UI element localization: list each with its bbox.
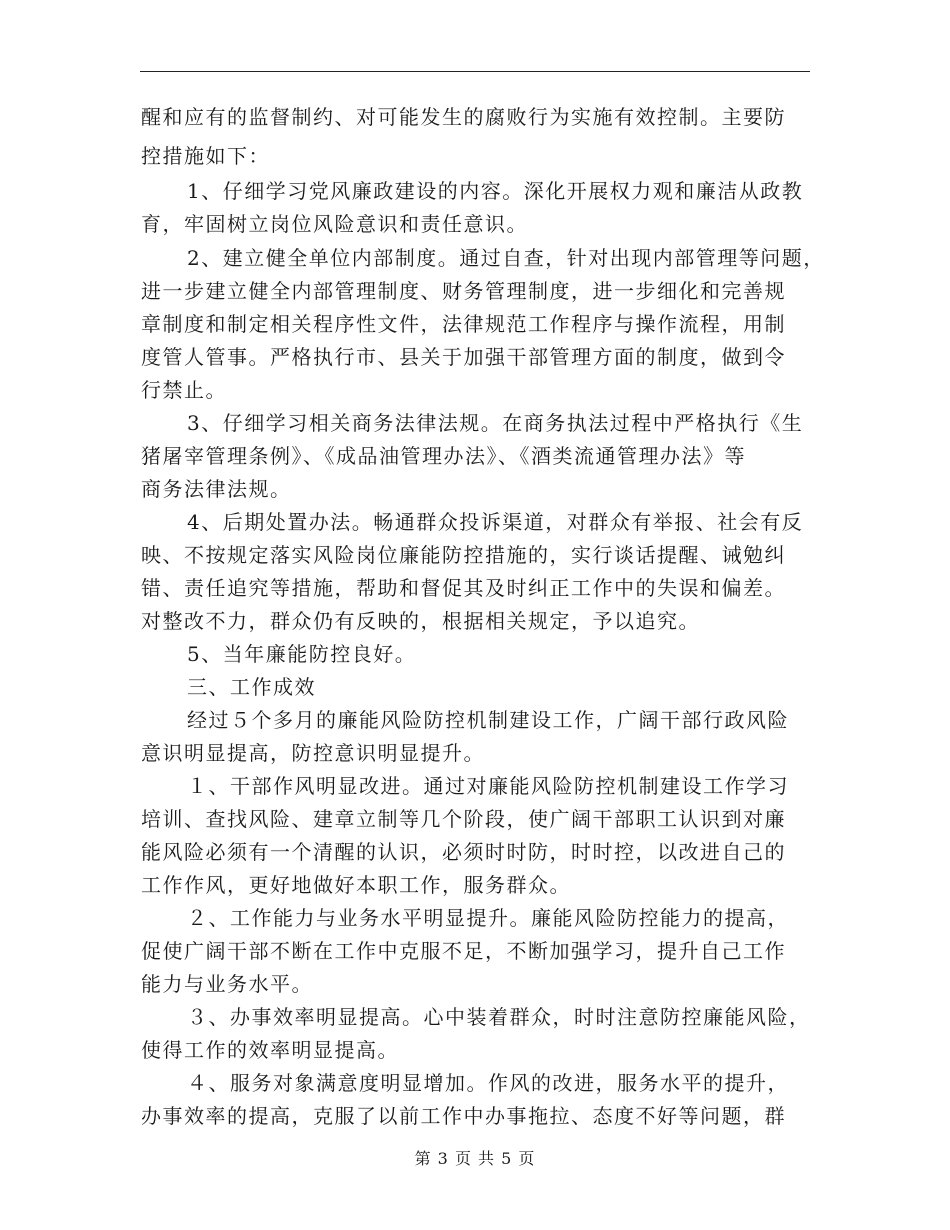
- text-line: 醒和应有的监督制约、对可能发生的腐败行为实施有效控制。主要防: [141, 105, 786, 129]
- text-line: ２、工作能力与业务水平明显提升。廉能风险防控能力的提高，: [187, 906, 789, 930]
- text-line: 3、仔细学习相关商务法律法规。在商务执法过程中严格执行《生: [187, 411, 804, 435]
- text-line: 意识明显提高，防控意识明显提升。: [141, 741, 485, 765]
- text-line: 能力与业务水平。: [141, 972, 313, 996]
- text-line: 促使广阔干部不断在工作中克服不足，不断加强学习，提升自己工作: [141, 939, 786, 963]
- text-line: ４、服务对象满意度明显增加。作风的改进，服务水平的提升，: [187, 1071, 789, 1095]
- header-rule: [140, 71, 810, 72]
- text-line: 办事效率的提高，克服了以前工作中办事拖拉、态度不好等问题，群: [141, 1104, 786, 1128]
- text-line: 经过５个多月的廉能风险防控机制建设工作，广阔干部行政风险: [187, 708, 789, 732]
- text-line: 映、不按规定落实风险岗位廉能防控措施的，实行谈话提醒、诫勉纠: [141, 543, 786, 567]
- text-line: 错、责任追究等措施，帮助和督促其及时纠正工作中的失误和偏差。: [141, 576, 786, 600]
- text-line: 4、后期处置办法。畅通群众投诉渠道，对群众有举报、社会有反: [187, 510, 804, 534]
- text-line: 能风险必须有一个清醒的认识，必须时时防，时时控，以改进自己的: [141, 840, 786, 864]
- text-line: ３、办事效率明显提高。心中装着群众，时时注意防控廉能风险，: [187, 1005, 811, 1029]
- page-number: 第 3 页 共 5 页: [414, 1149, 536, 1168]
- text-line: 度管人管事。严格执行市、县关于加强干部管理方面的制度，做到令: [141, 345, 786, 369]
- text-line: 三、工作成效: [187, 675, 316, 699]
- text-line: 商务法律法规。: [141, 477, 292, 501]
- text-line: 进一步建立健全内部管理制度、财务管理制度，进一步细化和完善规: [141, 279, 786, 303]
- text-line: 对整改不力，群众仍有反映的，根据相关规定，予以追究。: [141, 609, 700, 633]
- text-line: 5、当年廉能防控良好。: [187, 642, 417, 666]
- text-line: 2、建立健全单位内部制度。通过自查，针对出现内部管理等问题，: [187, 246, 825, 270]
- text-line: 使得工作的效率明显提高。: [141, 1038, 399, 1062]
- text-line: 章制度和制定相关程序性文件，法律规范工作程序与操作流程，用制: [141, 312, 786, 336]
- text-line: 育，牢固树立岗位风险意识和责任意识。: [141, 212, 528, 236]
- text-line: 控措施如下：: [141, 144, 270, 168]
- text-line: 1、仔细学习党风廉政建设的内容。深化开展权力观和廉洁从政教: [187, 179, 804, 203]
- text-line: 猪屠宰管理条例》、《成品油管理办法》、《酒类流通管理办法》等: [141, 444, 746, 468]
- text-line: 行禁止。: [141, 378, 227, 402]
- text-line: 工作作风，更好地做好本职工作，服务群众。: [141, 873, 571, 897]
- text-line: １、干部作风明显改进。通过对廉能风险防控机制建设工作学习: [187, 774, 789, 798]
- text-line: 培训、查找风险、建章立制等几个阶段，使广阔干部职工认识到对廉: [141, 807, 786, 831]
